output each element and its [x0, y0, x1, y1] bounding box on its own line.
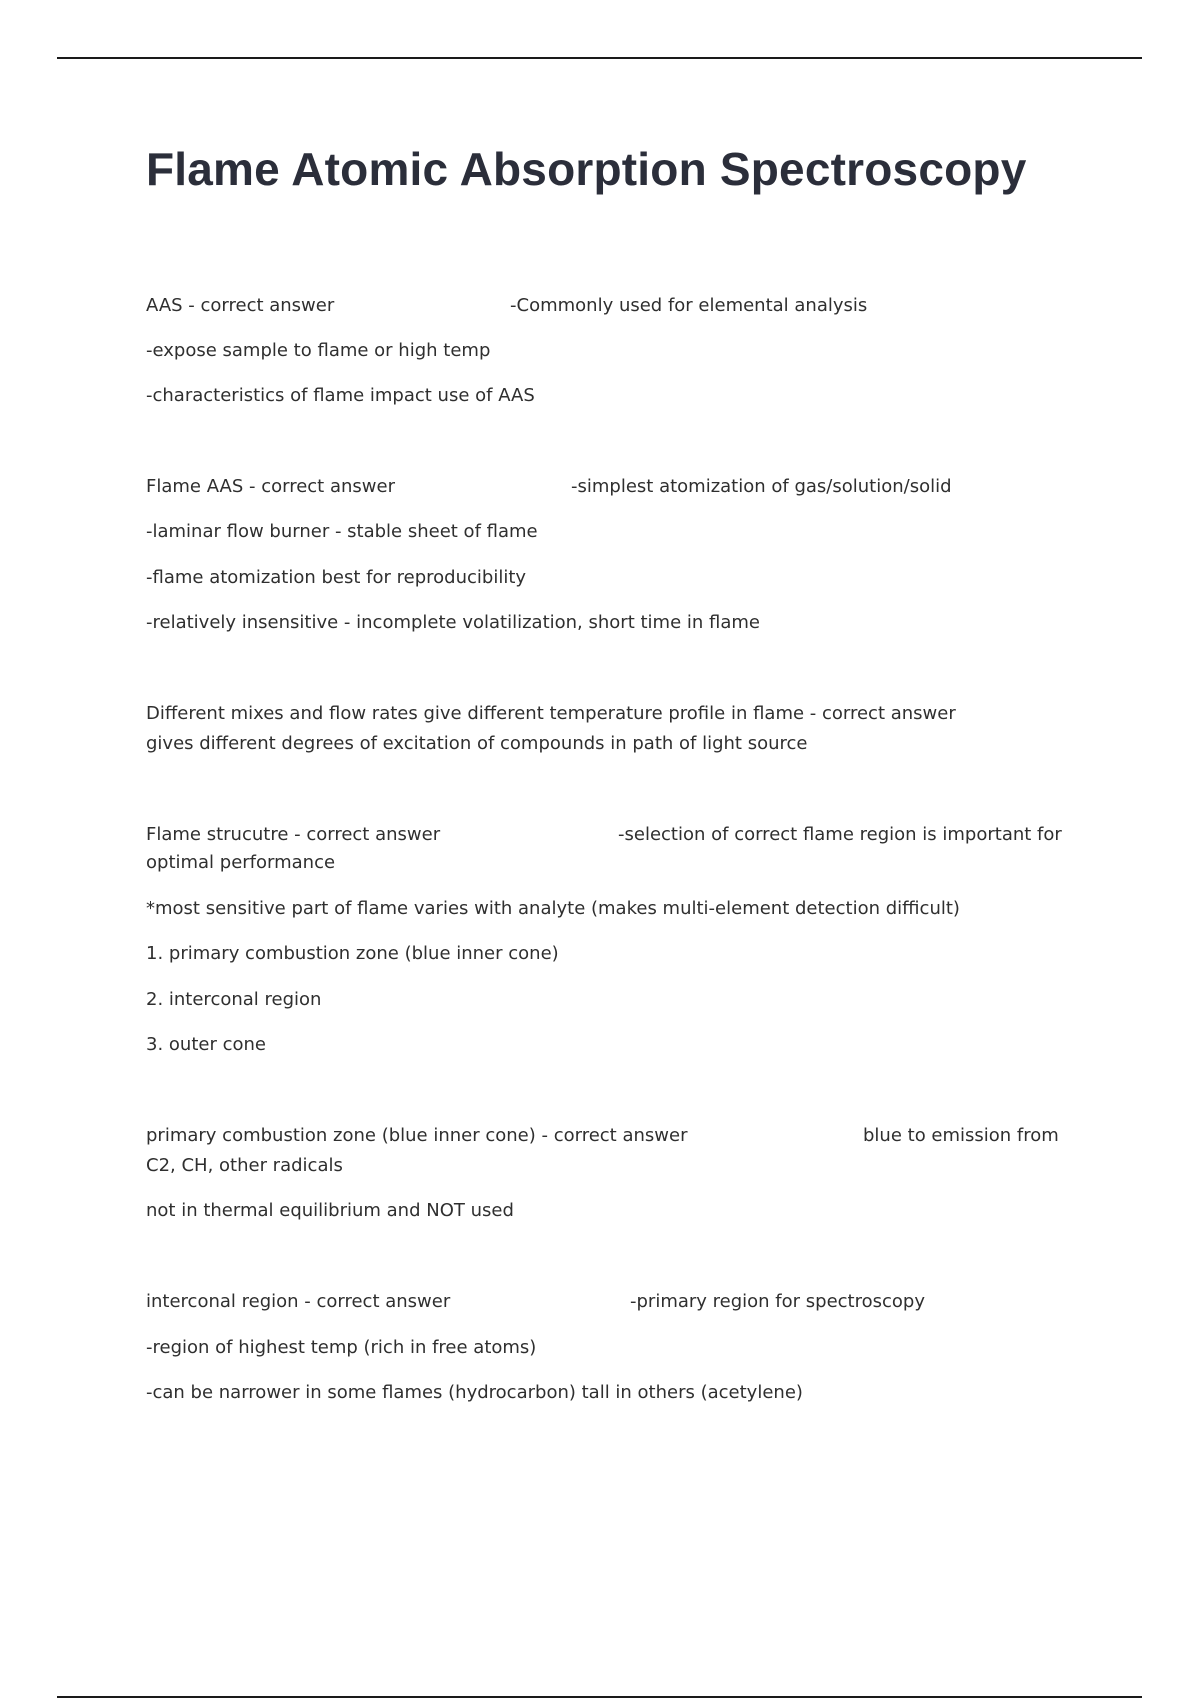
card-1-term-line: [146, 291, 1066, 321]
card-6-line-1: -region of highest temp (rich in free atoms): [146, 1337, 537, 1358]
card-1-term: AAS - correct answer: [146, 295, 335, 316]
card-5-answer: blue to emission from: [863, 1125, 1059, 1146]
card-1-line-1: -expose sample to flame or high temp: [146, 340, 491, 361]
card-5-answer-cont: C2, CH, other radicals: [146, 1155, 343, 1176]
card-4-line-2: 1. primary combustion zone (blue inner cone): [146, 943, 559, 964]
card-4-answer-cont: optimal performance: [146, 852, 336, 873]
card-5-line-1: not in thermal equilibrium and NOT used: [146, 1200, 514, 1221]
card-4-term-line: [146, 820, 1066, 850]
card-6-term: interconal region - correct answer: [146, 1291, 451, 1312]
card-6-term-line: [146, 1287, 1066, 1317]
card-2-answer: -simplest atomization of gas/solution/solid: [571, 476, 952, 497]
card-3-answer: gives different degrees of excitation of compounds in path of light source: [146, 733, 808, 754]
top-rule: [57, 57, 1142, 59]
card-2-term-line: [146, 472, 1066, 502]
card-4-term: Flame strucutre - correct answer: [146, 824, 441, 845]
card-2-line-1: -laminar flow burner - stable sheet of flame: [146, 521, 538, 542]
page-title: Flame Atomic Absorption Spectroscopy: [146, 143, 1027, 195]
card-4-answer: -selection of correct flame region is important for: [618, 824, 1062, 845]
card-6-answer: -primary region for spectroscopy: [630, 1291, 925, 1312]
card-1-answer: -Commonly used for elemental analysis: [510, 295, 868, 316]
card-2-term: Flame AAS - correct answer: [146, 476, 395, 497]
card-3-term: Different mixes and flow rates give different temperature profile in flame - correct answer: [146, 703, 956, 724]
card-4-line-1: *most sensitive part of flame varies with analyte (makes multi-element detection difficult): [146, 898, 960, 919]
card-5-term-line: [146, 1121, 1066, 1151]
card-1-line-2: -characteristics of flame impact use of AAS: [146, 385, 535, 406]
card-4-line-4: 3. outer cone: [146, 1034, 266, 1055]
card-6-line-2: -can be narrower in some flames (hydrocarbon) tall in others (acetylene): [146, 1382, 803, 1403]
card-2-line-3: -relatively insensitive - incomplete volatilization, short time in flame: [146, 612, 760, 633]
card-5-term: primary combustion zone (blue inner cone) - correct answer: [146, 1125, 688, 1146]
bottom-rule: [57, 1696, 1142, 1698]
card-2-line-2: -flame atomization best for reproducibility: [146, 567, 527, 588]
card-4-line-3: 2. interconal region: [146, 989, 322, 1010]
